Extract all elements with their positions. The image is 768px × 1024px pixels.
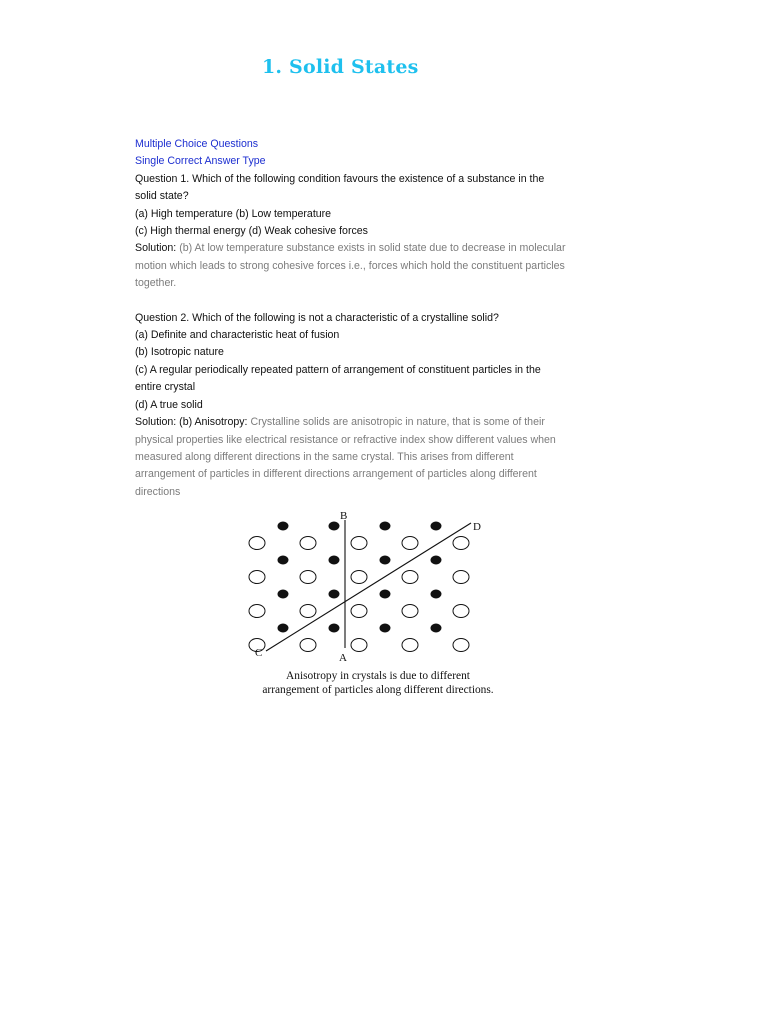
question-1-line-2: solid state?: [135, 190, 189, 203]
question-2-solution-line-1: [135, 414, 605, 431]
question-1-solution-line-3: together.: [135, 277, 177, 290]
figure-caption-line-1: Anisotropy in crystals is due to different: [286, 670, 470, 682]
open-particle: [351, 605, 367, 618]
filled-particle: [380, 624, 391, 633]
filled-particle: [329, 522, 340, 531]
solution-label: Solution: (b) Anisotropy:: [135, 416, 248, 429]
filled-particle: [329, 556, 340, 565]
open-particle: [351, 639, 367, 652]
filled-particle: [329, 624, 340, 633]
crystal-lattice-diagram: [228, 508, 528, 668]
figure-caption-line-2: arrangement of particles along different directions.: [262, 684, 494, 696]
question-2: Question 2. Which of the following is not a characteristic of a crystalline solid?: [135, 311, 499, 324]
filled-particle: [431, 590, 442, 599]
label-a: A: [339, 652, 347, 664]
filled-particle: [431, 624, 442, 633]
open-particle: [300, 537, 316, 550]
direction-line-cd: [266, 523, 471, 651]
filled-particle: [278, 590, 289, 599]
solution-label: Solution:: [135, 242, 177, 255]
section-subheading: Single Correct Answer Type: [135, 155, 266, 168]
document-body: [135, 136, 605, 501]
open-particle: [402, 605, 418, 618]
open-particle: [351, 537, 367, 550]
open-particle: [249, 605, 265, 618]
question-2-solution-line-2: physical properties like electrical resistance or refractive index show different values when: [135, 433, 556, 446]
solution-text: (b) At low temperature substance exists in solid state due to decrease in molecular: [179, 242, 566, 255]
open-particle: [300, 605, 316, 618]
question-2-solution-line-5: directions: [135, 485, 181, 498]
open-particle: [249, 537, 265, 550]
question-2-solution-line-4: arrangement of particles in different directions arrangement of particles along different: [135, 468, 537, 481]
page-title: 1. Solid States: [262, 56, 419, 78]
anisotropy-figure: [228, 508, 528, 704]
question-1-solution-line-1: [135, 240, 605, 257]
open-particle: [453, 605, 469, 618]
filled-particle: [278, 556, 289, 565]
open-particle: [453, 537, 469, 550]
section-heading: Multiple Choice Questions: [135, 138, 259, 150]
open-particle: [402, 571, 418, 584]
question-2-option-c-line-1: (c) A regular periodically repeated pattern of arrangement of constituent particles in the: [135, 363, 541, 376]
question-2-option-c-line-2: entire crystal: [135, 381, 196, 394]
question-2-option-d: (d) A true solid: [135, 398, 203, 411]
filled-particle: [278, 624, 289, 633]
open-particle: [249, 571, 265, 584]
open-particle: [453, 639, 469, 652]
open-particle: [453, 571, 469, 584]
filled-particle: [380, 556, 391, 565]
label-b: B: [340, 510, 348, 522]
question-1-options-line-1: (a) High temperature (b) Low temperature: [135, 207, 332, 220]
open-particle: [402, 639, 418, 652]
solution-text: Crystalline solids are anisotropic in nature, that is some of their: [250, 416, 545, 429]
filled-particle: [431, 556, 442, 565]
lattice-particles: [249, 522, 469, 652]
filled-particle: [431, 522, 442, 531]
filled-particle: [329, 590, 340, 599]
filled-particle: [380, 522, 391, 531]
open-particle: [402, 537, 418, 550]
question-1-options-line-2: (c) High thermal energy (d) Weak cohesive forces: [135, 225, 368, 238]
question-1-line-1: Question 1. Which of the following condition favours the existence of a substance in the: [135, 172, 545, 185]
filled-particle: [380, 590, 391, 599]
open-particle: [300, 571, 316, 584]
label-d: D: [473, 521, 481, 533]
question-1-solution-line-2: motion which leads to strong cohesive forces i.e., forces which hold the constituent particles: [135, 259, 565, 272]
question-2-option-a: (a) Definite and characteristic heat of fusion: [135, 329, 340, 342]
open-particle: [351, 571, 367, 584]
open-particle: [300, 639, 316, 652]
question-2-option-b: (b) Isotropic nature: [135, 346, 224, 359]
filled-particle: [278, 522, 289, 531]
label-c: C: [255, 647, 263, 659]
question-2-solution-line-3: measured along different directions in the same crystal. This arises from different: [135, 450, 514, 463]
